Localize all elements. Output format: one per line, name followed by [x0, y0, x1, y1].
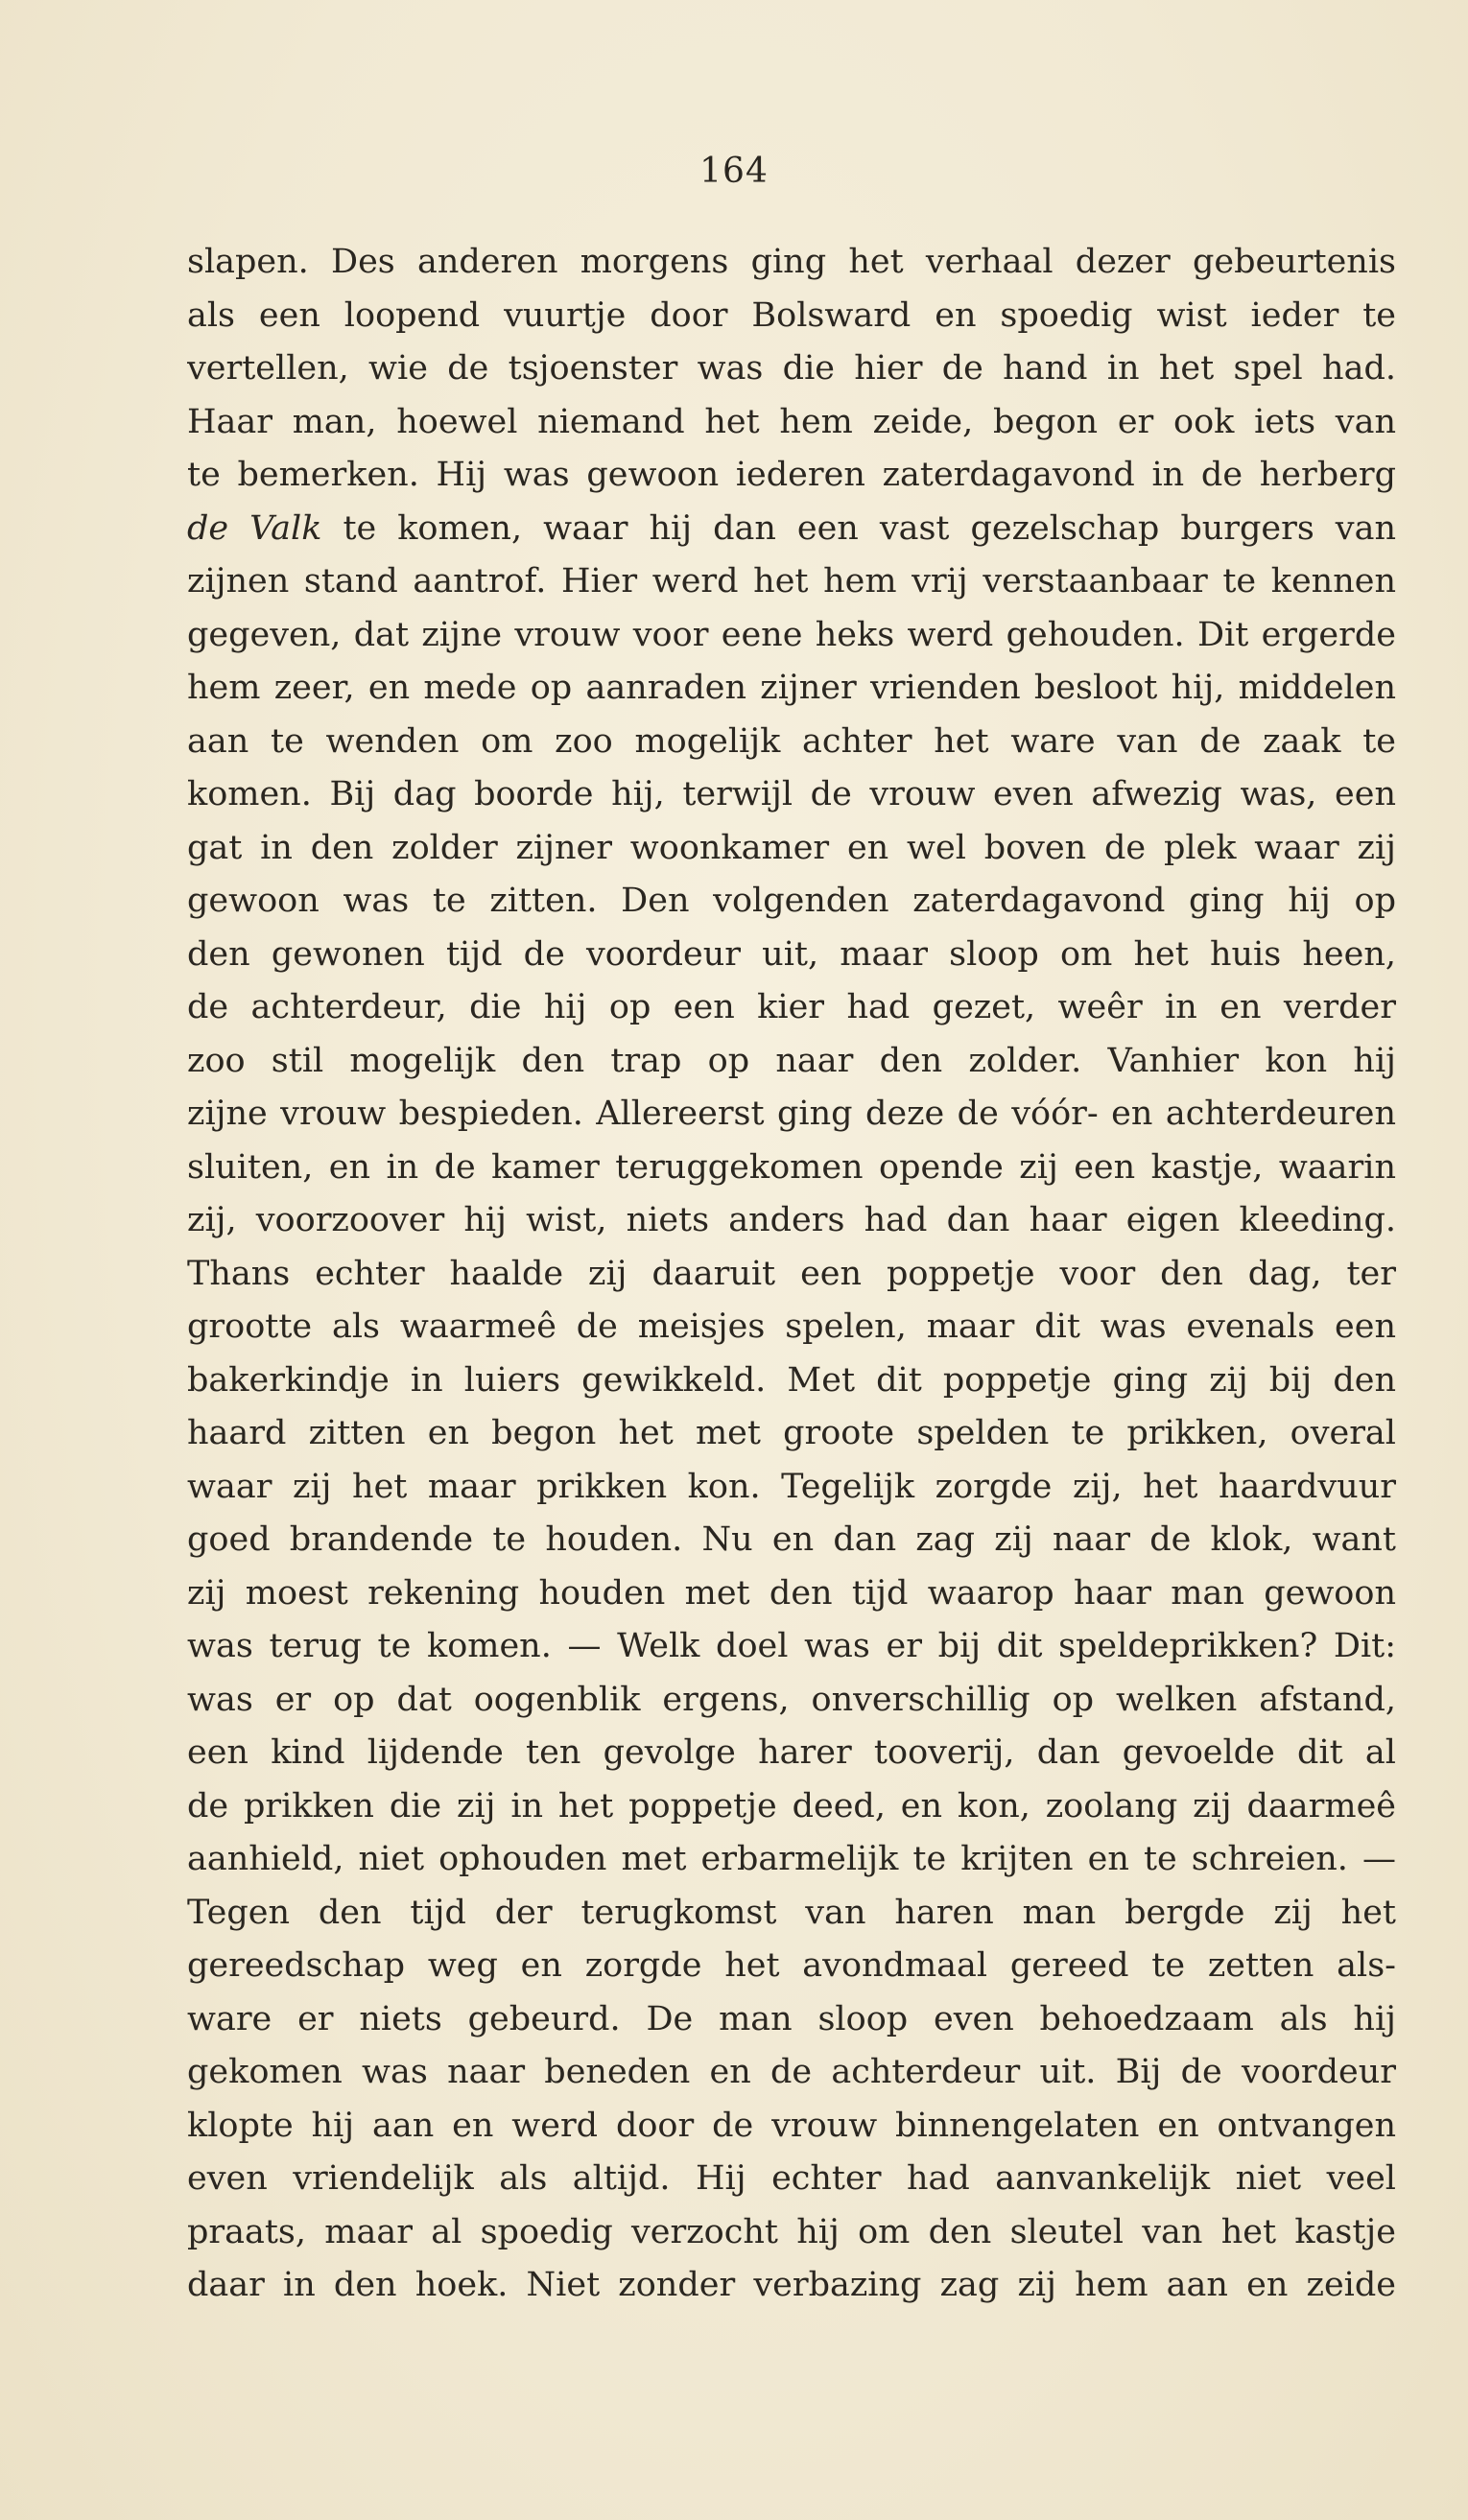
text-line: gegeven, dat zijne vrouw voor eene heks werd gehouden. Dit ergerde	[187, 615, 1396, 654]
text-line: zijne vrouw bespieden. Allereerst ging deze de vóór- en achterdeuren	[187, 1095, 1396, 1133]
text-line: daar in den hoek. Niet zonder verbazing zag zij hem aan en zeide	[187, 2266, 1396, 2304]
text-line: even vriendelijk als altijd. Hij echter had aanvankelijk niet veel	[187, 2159, 1396, 2198]
text-line: den gewonen tijd de voordeur uit, maar sloop om het huis heen,	[187, 934, 1396, 974]
text-line: aan te wenden om zoo mogelijk achter het ware van de zaak te	[187, 721, 1396, 761]
text-line: gekomen was naar beneden en de achterdeur uit. Bij de voordeur	[187, 2053, 1396, 2091]
text-line: gereedschap weg en zorgde het avondmaal gereed te zetten als-	[187, 1946, 1396, 1985]
text-line: Thans echter haalde zij daaruit een poppetje voor den dag, ter	[187, 1254, 1396, 1293]
text-line: bakerkindje in luiers gewikkeld. Met dit poppetje ging zij bij den	[187, 1360, 1396, 1400]
text-line: sluiten, en in de kamer teruggekomen opende zij een kastje, waarin	[187, 1147, 1396, 1187]
text-line: goed brandende te houden. Nu en dan zag zij naar de klok, want	[187, 1520, 1396, 1559]
text-line: de achterdeur, die hij op een kier had gezet, weêr in en verder	[187, 988, 1396, 1026]
text-line: slapen. Des anderen morgens ging het verhaal dezer gebeurtenis	[187, 243, 1396, 281]
text-line: haard zitten en begon het met groote spelden te prikken, overal	[187, 1414, 1396, 1452]
text-line: grootte als waarmeê de meisjes spelen, maar dit was evenals een	[187, 1307, 1396, 1346]
text-line: de prikken die zij in het poppetje deed, en kon, zoolang zij daarmeê	[187, 1786, 1396, 1825]
text-line: zij moest rekening houden met den tijd waarop haar man gewoon	[187, 1573, 1396, 1613]
text-line: zoo stil mogelijk den trap op naar den zolder. Vanhier kon hij	[187, 1041, 1396, 1080]
italic-inn-name: de Valk	[187, 508, 322, 548]
text-line: was terug te komen. — Welk doel was er bij dit speldeprikken? Dit:	[187, 1627, 1396, 1665]
text-line: ware er niets gebeurd. De man sloop even behoedzaam als hij	[187, 1999, 1396, 2038]
body-text	[187, 236, 1396, 2313]
text-line: zijnen stand aantrof. Hier werd het hem vrij verstaanbaar te kennen	[187, 562, 1396, 601]
text-line: praats, maar al spoedig verzocht hij om den sleutel van het kastje	[187, 2212, 1396, 2251]
text-line: als een loopend vuurtje door Bolsward en spoedig wist ieder te	[187, 295, 1396, 335]
text-line: een kind lijdende ten gevolge harer tooverij, dan gevoelde dit al	[187, 1733, 1396, 1772]
text-line: aanhield, niet ophouden met erbarmelijk te krijten en te schreien. —	[187, 1840, 1396, 1878]
text-line: hem zeer, en mede op aanraden zijner vrienden besloot hij, middelen	[187, 669, 1396, 707]
text-line: gewoon was te zitten. Den volgenden zaterdagavond ging hij op	[187, 882, 1396, 920]
text-line-with-italic: de Valk te komen, waar hij dan een vast gezelschap burgers van	[187, 508, 1396, 548]
text-line: was er op dat oogenblik ergens, onverschillig op welken afstand,	[187, 1680, 1396, 1719]
text-line: te bemerken. Hij was gewoon iederen zaterdagavond in de herberg	[187, 456, 1396, 494]
text-line: komen. Bij dag boorde hij, terwijl de vrouw even afwezig was, een	[187, 775, 1396, 813]
text-line: Tegen den tijd der terugkomst van haren man bergde zij het	[187, 1893, 1396, 1932]
text-line: Haar man, hoewel niemand het hem zeide, begon er ook iets van	[187, 402, 1396, 441]
text-line: gat in den zolder zijner woonkamer en wel boven de plek waar zij	[187, 828, 1396, 867]
text-line: waar zij het maar prikken kon. Tegelijk zorgde zij, het haardvuur	[187, 1467, 1396, 1506]
text-line: klopte hij aan en werd door de vrouw binnengelaten en ontvangen	[187, 2106, 1396, 2145]
text-line: vertellen, wie de tsjoenster was die hier de hand in het spel had.	[187, 349, 1396, 388]
text-line: zij, voorzoover hij wist, niets anders had dan haar eigen kleeding.	[187, 1201, 1396, 1239]
page-number: 164	[699, 152, 769, 191]
